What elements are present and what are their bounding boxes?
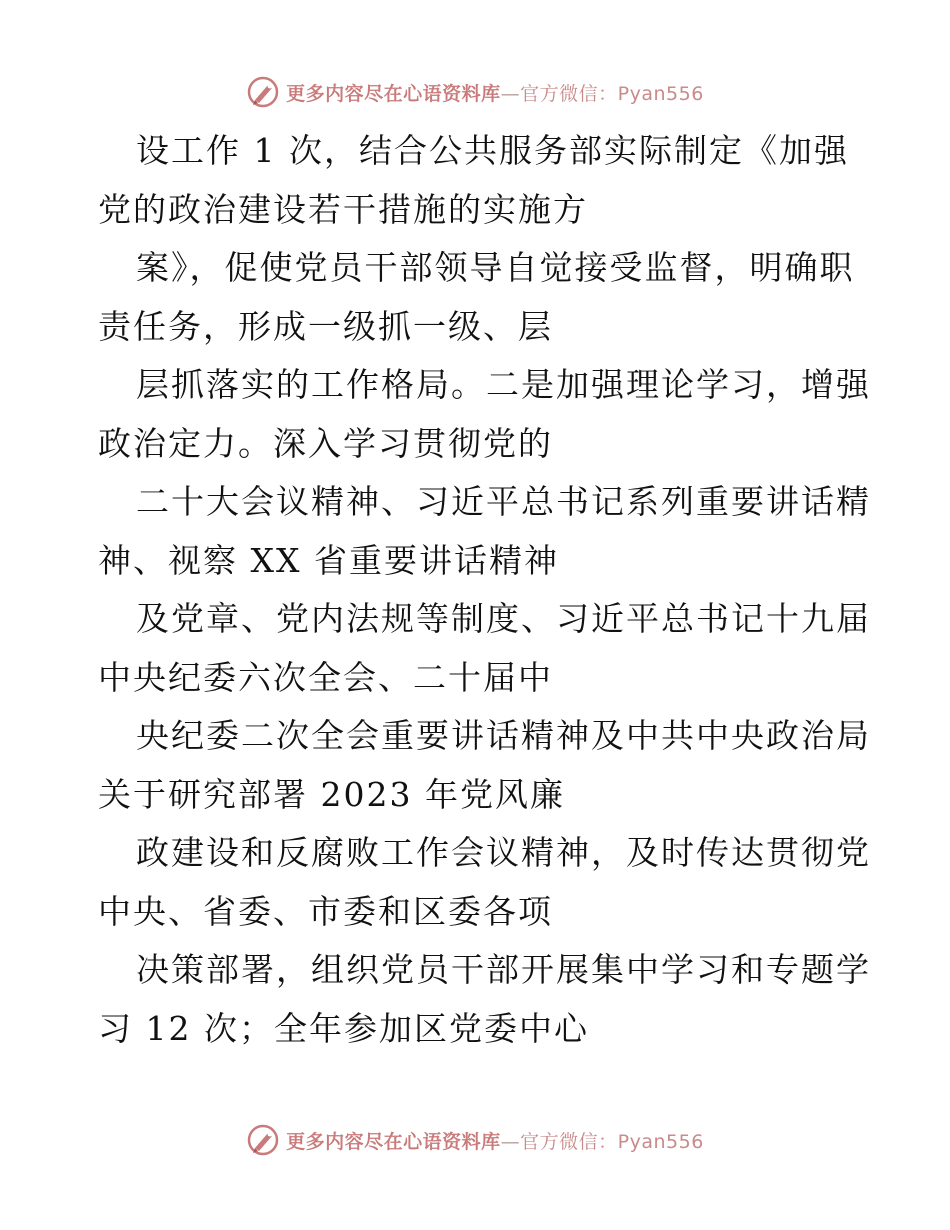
text-line: 关于研究部署 2023 年党风廉 (98, 774, 565, 814)
pen-logo-icon (246, 75, 280, 109)
text-line: 设工作 1 次，结合公共服务部实际制定《加强 (136, 131, 849, 170)
text-line: 政建设和反腐败工作会议精神，及时传达贯彻党 (136, 833, 871, 872)
text-line: 层抓落实的工作格局。二是加强理论学习，增强 (136, 365, 871, 404)
footer-watermark (0, 1120, 950, 1160)
watermark-sub: 官方微信：Pyan556 (520, 82, 704, 105)
text-line: 中央纪委六次全会、二十届中 (98, 657, 553, 697)
text-line: 党的政治建设若干措施的实施方 (98, 189, 588, 229)
text-line: 二十大会议精神、习近平总书记系列重要讲话精 (136, 482, 871, 521)
text-line: 及党章、党内法规等制度、习近平总书记十九届 (136, 599, 871, 638)
watermark-separator: — (500, 82, 521, 105)
header-watermark (0, 72, 950, 112)
text-line: 中央、省委、市委和区委各项 (98, 891, 553, 931)
watermark-text (286, 1127, 704, 1154)
watermark-text (286, 79, 704, 106)
text-line: 神、视察 XX 省重要讲话精神 (98, 540, 559, 580)
pen-logo-icon (246, 1123, 280, 1157)
text-line: 责任务，形成一级抓一级、层 (98, 306, 553, 346)
watermark-main: 更多内容尽在心语资料库 (286, 1130, 501, 1153)
text-line: 决策部署，组织党员干部开展集中学习和专题学 (136, 950, 871, 989)
watermark-separator: — (500, 1130, 521, 1153)
text-line: 案》，促使党员干部领导自觉接受监督，明确职 (136, 248, 855, 287)
watermark-sub: 官方微信：Pyan556 (520, 1130, 704, 1153)
text-line: 央纪委二次全会重要讲话精神及中共中央政治局 (136, 716, 871, 755)
text-line: 政治定力。深入学习贯彻党的 (98, 423, 553, 463)
watermark-main: 更多内容尽在心语资料库 (286, 82, 501, 105)
text-line: 习 12 次；全年参加区党委中心 (98, 1008, 589, 1048)
document-body (98, 122, 871, 1058)
